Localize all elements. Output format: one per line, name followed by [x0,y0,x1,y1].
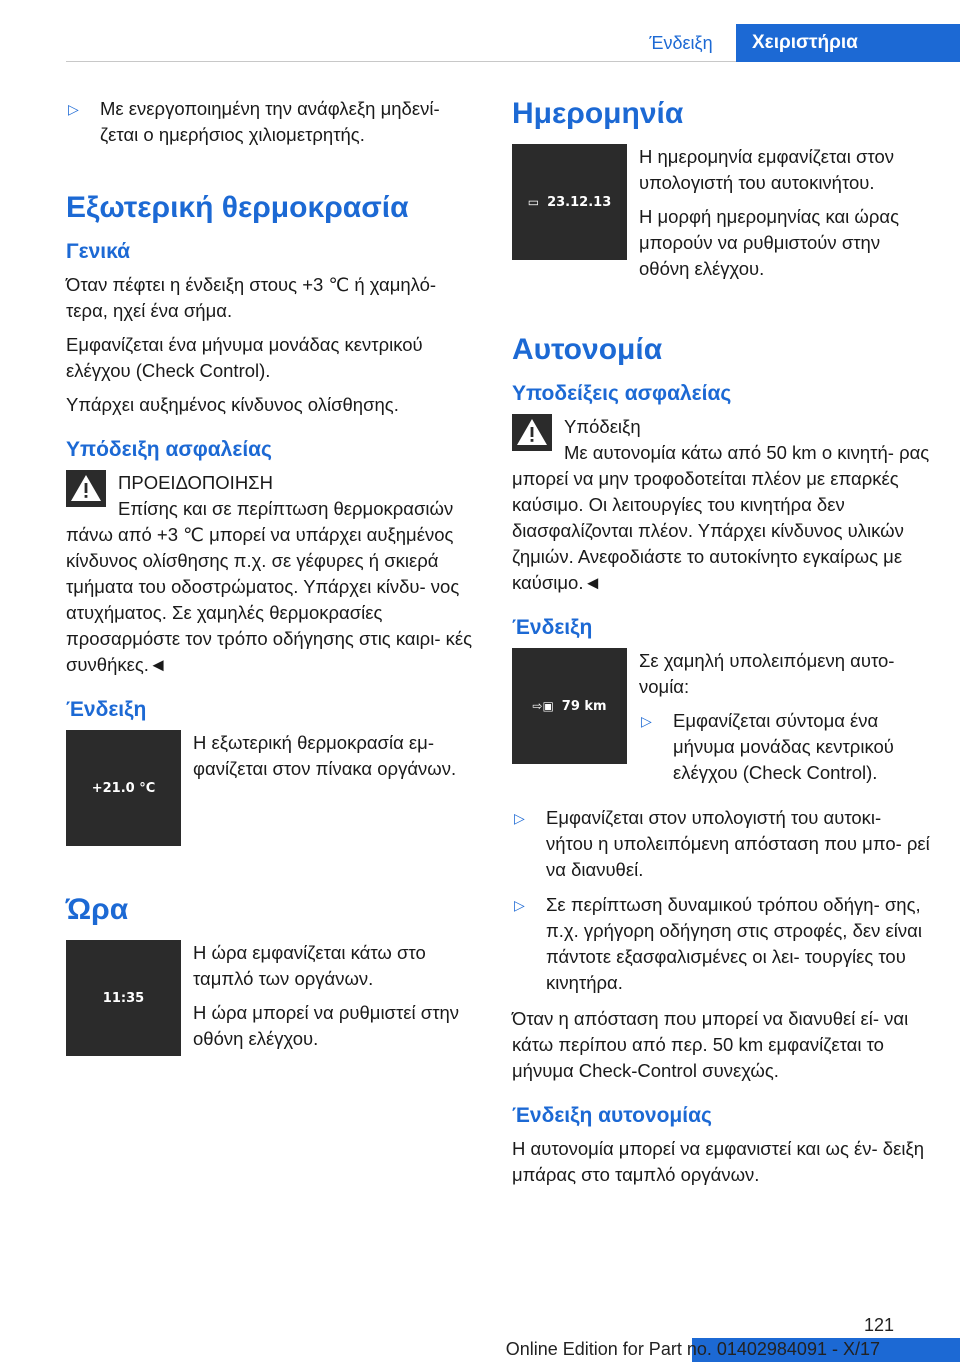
bullet-list [639,708,930,795]
subheading-range-display: Ένδειξη αυτονομίας [512,1104,712,1127]
warning-triangle-icon [66,470,106,507]
bullet-triangle-icon: ▷ [641,713,652,729]
paragraph: Η μορφή ημερομηνίας και ώρας μπορούν να ρυθμιστούν στην οθόνη ελέγχου. [639,206,900,279]
bullet-triangle-icon: ▷ [514,897,525,913]
page-number: 121 [863,1315,894,1335]
display-readout: 11:35 [102,990,145,1006]
warning-block [512,414,930,596]
paragraph: Όταν πέφτει η ένδειξη στους +3 ℃ ή χαμηλό‐ τερα, ηχεί ένα σήμα. [66,274,437,321]
paragraph: Υπάρχει αυξημένος κίνδυνος ολίσθησης. [66,394,399,415]
subheading-display: Ένδειξη [512,616,593,639]
paragraph: Η εξωτερική θερμοκρασία εμ‐ φανίζεται στον πίνακα οργάνων. [193,732,457,779]
list-item [66,96,480,148]
paragraph: Σε χαμηλή υπολειπόμενη αυτο‐ νομία: [639,650,895,697]
footer-edition: Online Edition for Part no. 01402984091 - X/17 [505,1339,880,1359]
bullet-text: Σε περίπτωση δυναμικού τρόπου οδήγη‐ σης, π.χ. γρήγορη οδήγηση στις στροφές, δεν είναι πάντοτε εξασφαλισμένες οι λει‐ τουργίες του κινητήρα. [546,894,922,993]
display-readout: 23.12.13 [547,194,612,210]
warning-block [66,470,480,678]
section-title-outside-temperature: Εξωτερική θερμοκρασία [66,191,409,224]
paragraph: Εμφανίζεται ένα μήνυμα μονάδας κεντρικού ελέγχου (Check Control). [66,334,423,381]
header-section-label: Ένδειξη [649,33,713,53]
display-readout: 79 km [561,698,607,714]
subheading-safety-notes: Υποδείξεις ασφαλείας [512,382,732,405]
warning-text: Επίσης και σε περίπτωση θερμοκρασιών πάνω από +3 ℃ μπορεί να υπάρχει αυξημένος κίνδυνος ολίσθησης π.χ. σε γέφυρες ή σκιερά τμήματα του οδοστρώματος. Υπάρχει κίνδυ‐ νος ατυχήματος. Σε χαμηλές θερμοκρασίες προσαρμόστε τον τρόπο οδήγησης στις καιρι‐ κές συνθήκες.◄ [66,498,473,675]
paragraph: Η ημερομηνία εμφανίζεται στον υπολογιστή του αυτοκινήτου. [639,146,895,193]
calendar-icon: ▭ [527,195,540,209]
bullet-triangle-icon: ▷ [68,101,79,117]
section-title-range: Αυτονομία [512,333,663,366]
figure-row [66,730,480,850]
subheading-display: Ένδειξη [66,698,147,721]
display-readout: +21.0 °C [91,780,156,796]
subheading-general: Γενικά [66,240,131,263]
paragraph: Όταν η απόσταση που μπορεί να διανυθεί εί‐ ναι κάτω περίπου από περ. 50 km εμφανίζεται το μήνυμα Check-Control συνεχώς. [512,1008,909,1081]
date-display-image [512,144,627,260]
list-item [512,805,930,883]
right-column [512,96,930,1196]
paragraph: Η αυτονομία μπορεί να εμφανιστεί και ως έν‐ δειξη μπάρας στο ταμπλό οργάνων. [512,1138,925,1185]
section-title-date: Ημερομηνία [512,97,684,130]
paragraph: Η ώρα μπορεί να ρυθμιστεί στην οθόνη ελέγχου. [193,1002,460,1049]
clock-display-image [66,940,181,1056]
figure-row [512,144,930,290]
figure-row [512,648,930,795]
warning-text: Με αυτονομία κάτω από 50 km ο κινητή‐ ρας μπορεί να μην τροφοδοτείται πλέον με επαρκές καύσιμο. Οι λειτουργίες του κινητήρα δεν διασφαλίζονται πλέον. Υπάρχει κίνδυνος υλικών ζημιών. Ανεφοδιάστε το αυτοκίνητο εγκαίρως με καύσιμο.◄ [512,442,930,593]
list-item [639,708,930,786]
fuel-pump-icon: ⇨▣ [532,699,554,713]
list-item [512,892,930,996]
bullet-list [512,805,930,996]
subheading-safety-note: Υπόδειξη ασφαλείας [66,438,272,461]
left-column [66,96,480,1070]
figure-row [66,940,480,1060]
bullet-triangle-icon: ▷ [514,810,525,826]
bullet-text: Με ενεργοποιημένη την ανάφλεξη μηδενί‐ ζεται ο ημερήσιος χιλιομετρητής. [100,98,440,145]
warning-label: Υπόδειξη [564,416,641,437]
warning-triangle-icon [512,414,552,451]
header-chapter-tab: Χειριστήρια [736,24,960,62]
outside-temperature-display-image [66,730,181,846]
range-display-image [512,648,627,764]
paragraph: Η ώρα εμφανίζεται κάτω στο ταμπλό των οργάνων. [193,942,426,989]
bullet-text: Εμφανίζεται σύντομα ένα μήνυμα μονάδας κεντρικού ελέγχου (Check Control). [673,710,894,783]
bullet-text: Εμφανίζεται στον υπολογιστή του αυτοκι‐ νήτου η υπολειπόμενη απόσταση που μπο‐ ρεί να διανυθεί. [546,807,930,880]
warning-label: ΠΡΟΕΙΔΟΠΟΙΗΣΗ [118,472,273,493]
section-title-time: Ώρα [66,893,129,926]
intro-bullet-list [66,96,480,148]
